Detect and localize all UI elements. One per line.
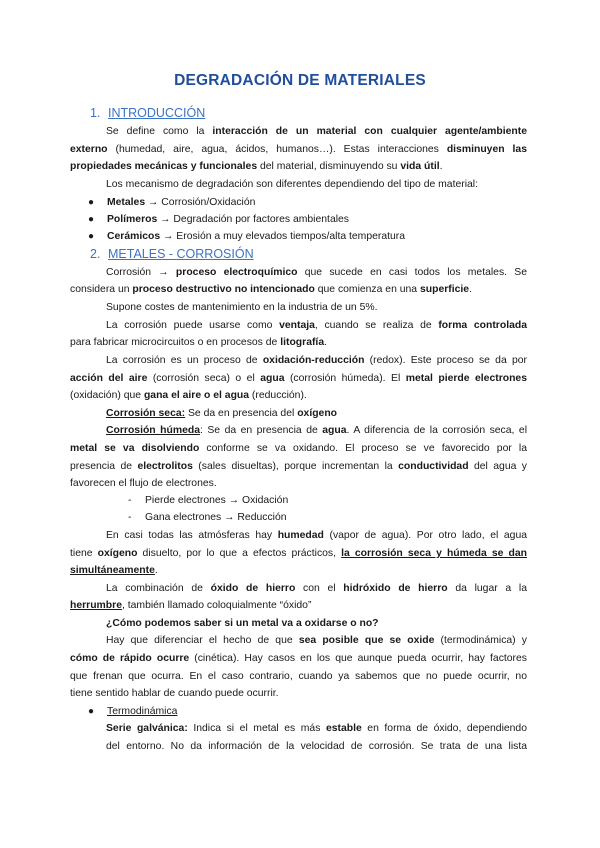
document-title: DEGRADACIÓN DE MATERIALES [174, 72, 426, 89]
paragraph-line: metal se va disolviendo conforme se va oxidando. El proceso se ve favorecido por la [70, 443, 527, 454]
bullet-icon: ● [88, 197, 95, 208]
paragraph-line: tiene oxígeno disuelto, por lo que a efectos prácticos, la corrosión seca y húmeda se dan [70, 548, 527, 559]
paragraph-line: Los mecanismo de degradación son diferentes dependiendo del tipo de material: [106, 179, 478, 190]
paragraph-line: Corrosión → proceso electroquímico que sucede en casi todos los metales. Se [106, 267, 527, 278]
paragraph-line: La corrosión es un proceso de oxidación-reducción (redox). Este proceso se da por [106, 355, 527, 366]
paragraph-line: considera un proceso destructivo no intencionado que comienza en una superficie. [70, 284, 472, 295]
paragraph-line: Se define como la interacción de un material con cualquier agente/ambiente [106, 126, 527, 137]
paragraph-line: Hay que diferenciar el hecho de que sea posible que se oxide (termodinámica) y [106, 635, 527, 646]
section-number: 1. [90, 106, 101, 120]
list-item: Pierde electrones → Oxidación [145, 495, 289, 506]
section-number: 2. [90, 247, 101, 261]
section-title: METALES - CORROSIÓN [108, 247, 254, 261]
paragraph-line: Serie galvánica: Indica si el metal es más estable en forma de óxido, dependiendo [106, 723, 527, 734]
paragraph-line: Corrosión seca: Se da en presencia del oxígeno [106, 408, 338, 419]
paragraph-line: acción del aire (corrosión seca) o el agua (corrosión húmeda). El metal pierde electrones [70, 373, 527, 384]
list-item: Cerámicos → Erosión a muy elevados tiempos/alta temperatura [107, 231, 406, 242]
bullet-icon: ● [88, 214, 95, 225]
section-title: INTRODUCCIÓN [108, 106, 206, 120]
section-heading-introduccion [90, 106, 205, 120]
paragraph-line: que frenan que ocurra. En el caso contrario, cuando ya sabemos que no puede ocurrir, no [70, 671, 527, 682]
paragraph-line: simultáneamente. [70, 565, 158, 576]
list-item: Metales → Corrosión/Oxidación [107, 197, 256, 208]
paragraph-line: tiene sentido hablar de cuando puede ocurrir. [70, 688, 279, 699]
question-line: ¿Cómo podemos saber si un metal va a oxidarse o no? [106, 618, 379, 629]
dash-marker: - [128, 495, 132, 506]
paragraph-line: propiedades mecánicas y funcionales del material, disminuyendo su vida útil. [70, 161, 443, 172]
dash-marker: - [128, 512, 132, 523]
paragraph-line: presencia de electrolitos (sales disueltas), porque incrementan la conductividad del agua y [70, 461, 528, 472]
paragraph-line: favorecen el flujo de electrones. [70, 478, 217, 489]
paragraph-line: externo (humedad, aire, agua, ácidos, humanos…). Estas interacciones disminuyen las [70, 144, 527, 155]
paragraph-line: herrumbre, también llamado coloquialmente “óxido” [70, 600, 312, 611]
paragraph-line: Supone costes de mantenimiento en la industria de un 5%. [106, 302, 378, 313]
paragraph-line: del entorno. No da información de la velocidad de corrosión. Se trata de una lista [106, 741, 527, 752]
paragraph-line: La corrosión puede usarse como ventaja, cuando se realiza de forma controlada [106, 320, 527, 331]
paragraph-line: En casi todas las atmósferas hay humedad (vapor de agua). Por otro lado, el agua [106, 530, 528, 541]
bullet-icon: ● [88, 231, 95, 242]
paragraph-line: cómo de rápido ocurre (cinética). Hay casos en los que aunque pueda ocurrir, hay factores [70, 653, 527, 664]
section-heading-metales [90, 247, 254, 261]
paragraph-line: Corrosión húmeda: Se da en presencia de agua. A diferencia de la corrosión seca, el [106, 425, 527, 436]
list-item-termodinamica: Termodinámica [107, 706, 178, 717]
paragraph-line: para fabricar microcircuitos o en procesos de litografía. [70, 337, 327, 348]
paragraph-line: La combinación de óxido de hierro con el hidróxido de hierro da lugar a la [106, 583, 527, 594]
list-item: Polímeros → Degradación por factores ambientales [107, 214, 349, 225]
list-item: Gana electrones → Reducción [145, 512, 287, 523]
bullet-icon: ● [88, 706, 95, 717]
paragraph-line: (oxidación) que gana el aire o el agua (reducción). [70, 390, 307, 401]
